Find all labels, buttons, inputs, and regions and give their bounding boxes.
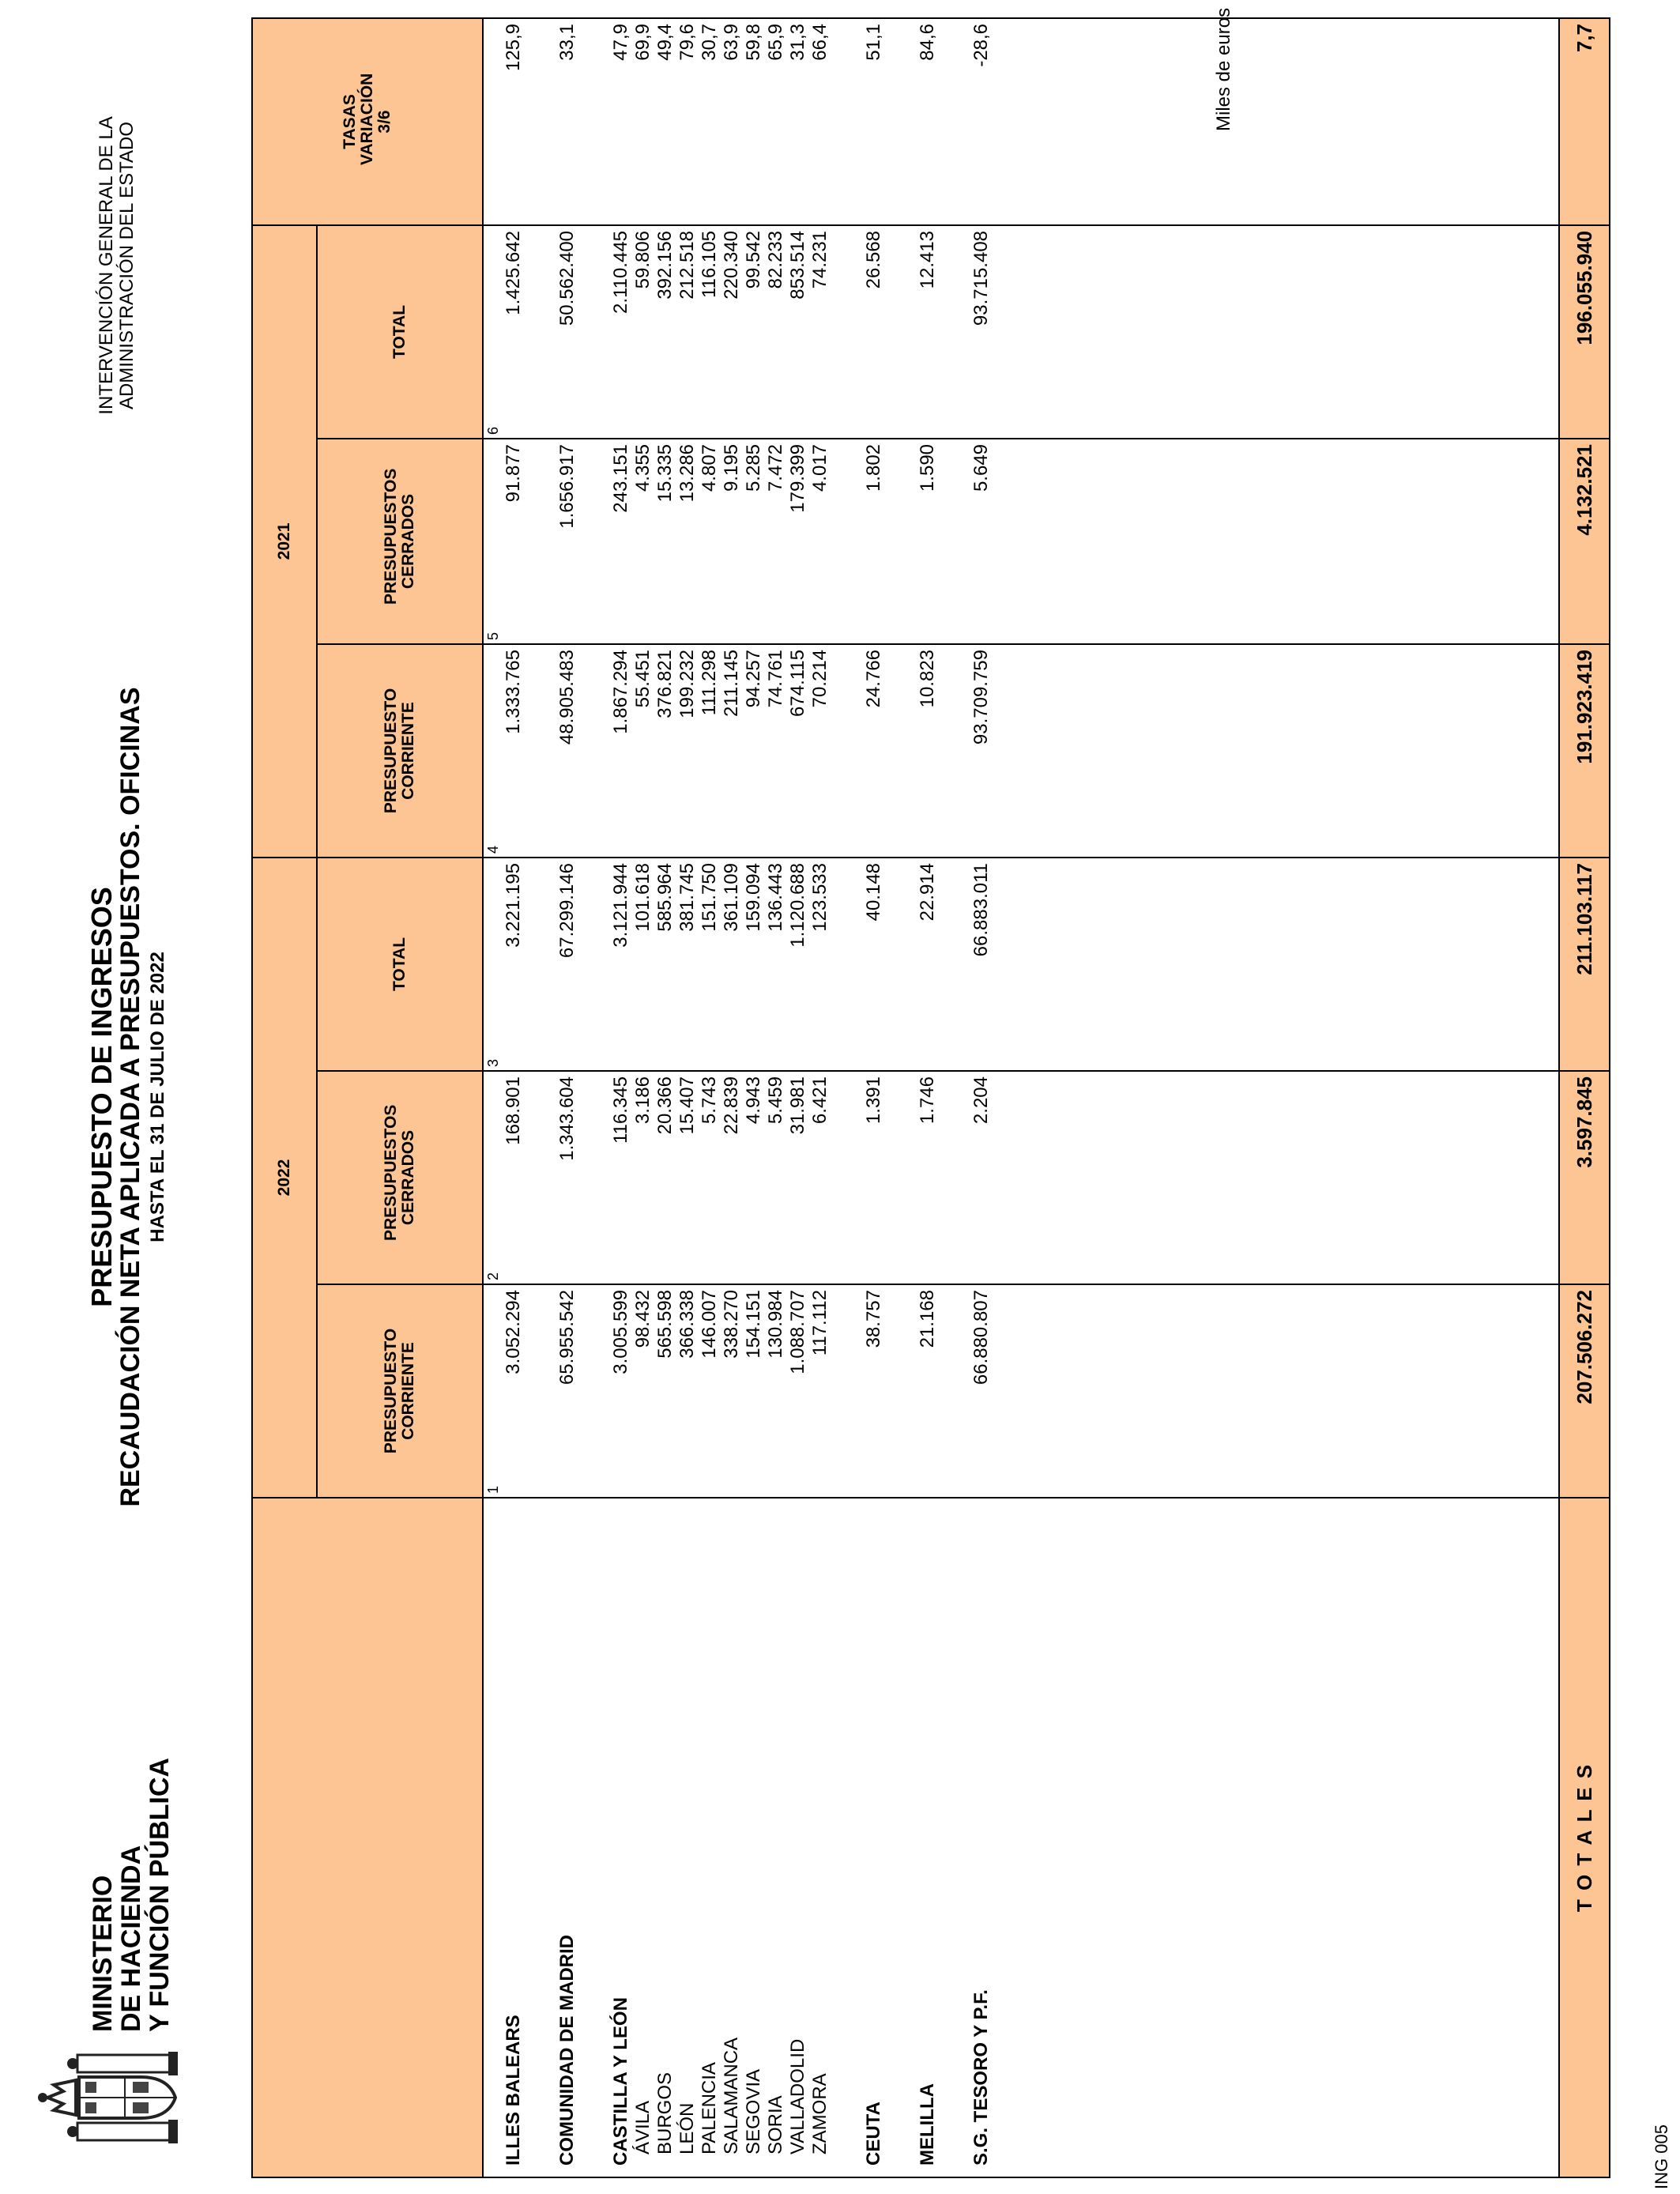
cell-c5-melilla: 1.590: [917, 443, 938, 492]
cell-c6-burgos: 392.156: [654, 230, 676, 300]
totals-c6: 196.055.940: [1559, 225, 1610, 439]
cell-c2-salamanca: 22.839: [721, 1076, 742, 1135]
header-corriente-2022: [317, 1284, 483, 1498]
ministry-line-1: MINISTERIO: [88, 1875, 118, 2032]
units-label: Miles de euros: [1213, 7, 1234, 131]
row-name-segovia: SEGOVIA: [743, 2068, 764, 2154]
cell-c4-s-g-tesoro-y-p-f-: 93.709.759: [970, 649, 992, 745]
cell-c4-ceuta: 24.766: [863, 649, 884, 708]
cell-c7-ceuta: 51,1: [863, 23, 884, 61]
igae-block: [96, 100, 137, 432]
cell-c4--vila: 55.451: [632, 649, 654, 708]
cell-c7-comunidad-de-madrid: 33,1: [556, 23, 578, 61]
totals-c4: 191.923.419: [1559, 644, 1610, 858]
column-number-2: 2: [485, 1272, 501, 1280]
cell-c2--vila: 3.186: [632, 1076, 654, 1125]
cell-c5-salamanca: 9.195: [721, 443, 742, 492]
column-number-5: 5: [485, 631, 501, 640]
cell-c7-salamanca: 63,9: [721, 23, 742, 61]
header-corriente-2021: [317, 644, 483, 858]
col-cerrados-2022: [483, 1071, 1559, 1284]
cell-c3-le-n: 381.745: [676, 862, 698, 932]
cell-c2-soria: 5.459: [765, 1076, 786, 1125]
cell-c7-segovia: 59,8: [743, 23, 764, 61]
cell-c6-salamanca: 220.340: [721, 230, 742, 300]
cell-c2-valladolid: 31.981: [787, 1076, 808, 1135]
cell-c5-castilla-y-le-n: 243.151: [610, 443, 631, 513]
column-number-4: 4: [485, 845, 501, 854]
cell-c3-segovia: 159.094: [743, 862, 764, 932]
cell-c2-ceuta: 1.391: [863, 1076, 884, 1125]
cell-c6-valladolid: 853.514: [787, 230, 808, 300]
column-number-3: 3: [485, 1058, 501, 1067]
cell-c1-s-g-tesoro-y-p-f-: 66.880.807: [970, 1290, 992, 1385]
cell-c6-palencia: 116.105: [699, 230, 720, 298]
cell-c6-comunidad-de-madrid: 50.562.400: [556, 230, 578, 326]
header-total-2022: TOTAL: [317, 858, 483, 1071]
col-name: [483, 1498, 1559, 2177]
cell-c3-castilla-y-le-n: 3.121.944: [610, 862, 631, 948]
cell-c5-illes-balears: 91.877: [503, 443, 524, 503]
column-number-6: 6: [485, 426, 501, 435]
ministry-line-2: DE HACIENDA: [116, 1845, 146, 2032]
cell-c1-illes-balears: 3.052.294: [503, 1290, 524, 1374]
header-tasas: [252, 18, 483, 225]
cell-c6-melilla: 12.413: [917, 230, 938, 289]
header-cerrados-2021-text: PRESUPUESTOS CERRADOS: [382, 468, 417, 605]
cell-c4-palencia: 111.298: [699, 649, 720, 716]
form-code: ING 005: [1652, 2124, 1671, 2189]
cell-c2-le-n: 15.407: [676, 1076, 698, 1135]
header-row-years: [252, 18, 317, 2177]
cell-c1--vila: 98.432: [632, 1290, 654, 1348]
cell-c7-zamora: 66,4: [809, 23, 831, 61]
igae-line-1: INTERVENCIÓN GENERAL DE LA: [96, 116, 117, 415]
cell-c5-le-n: 13.286: [676, 443, 698, 503]
cell-c4-salamanca: 211.145: [721, 649, 742, 717]
cell-c3-comunidad-de-madrid: 67.299.146: [556, 862, 578, 959]
cell-c2-palencia: 5.743: [699, 1076, 720, 1125]
totals-c3: 211.103.117: [1559, 858, 1610, 1071]
cell-c7-castilla-y-le-n: 47,9: [610, 23, 631, 61]
cell-c5-soria: 7.472: [765, 443, 786, 492]
cell-c2-segovia: 4.943: [743, 1076, 764, 1125]
cell-c7-melilla: 84,6: [917, 23, 938, 61]
cell-c5-palencia: 4.807: [699, 443, 720, 492]
cell-c5-ceuta: 1.802: [863, 443, 884, 492]
cell-c3-valladolid: 1.120.688: [787, 862, 808, 948]
cell-c3-zamora: 123.533: [809, 862, 831, 932]
page-title: PRESUPUESTO DE INGRESOS: [85, 887, 118, 1307]
cell-c1-salamanca: 338.270: [721, 1290, 742, 1359]
row-name-burgos: BURGOS: [654, 2071, 676, 2154]
cell-c5--vila: 4.355: [632, 443, 654, 492]
cell-c2-comunidad-de-madrid: 1.343.604: [556, 1076, 578, 1161]
header-tasas-text: TASAS VARIACIÓN 3/6: [341, 73, 394, 165]
header-corriente-2021-text: PRESUPUESTO CORRIENTE: [382, 688, 417, 814]
row-name-castilla-y-le-n: CASTILLA Y LEÓN: [610, 1997, 631, 2166]
header-corriente-2022-text: PRESUPUESTO CORRIENTE: [382, 1328, 417, 1454]
cell-c3--vila: 101.618: [632, 862, 654, 932]
cell-c7-palencia: 30,7: [699, 23, 720, 61]
cell-c7-burgos: 49,4: [654, 23, 676, 61]
page-date: HASTA EL 31 DE JULIO DE 2022: [147, 952, 168, 1242]
row-name-le-n: LEÓN: [676, 2102, 698, 2154]
header-cerrados-2021: [317, 439, 483, 644]
cell-c1-le-n: 366.338: [676, 1290, 698, 1359]
cell-c4-illes-balears: 1.333.765: [503, 649, 524, 734]
cell-c1-melilla: 21.168: [917, 1290, 938, 1348]
cell-c6-soria: 82.233: [765, 230, 786, 289]
cell-c6-ceuta: 26.568: [863, 230, 884, 289]
header-cerrados-2022-text: PRESUPUESTOS CERRADOS: [382, 1104, 417, 1241]
header-year-2022: 2022: [252, 858, 317, 1498]
cell-c4-zamora: 70.214: [809, 649, 831, 708]
cell-c4-castilla-y-le-n: 1.867.294: [610, 649, 631, 734]
cell-c5-zamora: 4.017: [809, 443, 831, 492]
cell-c1-zamora: 117.112: [809, 1290, 831, 1356]
cell-c6--vila: 59.806: [632, 230, 654, 289]
cell-c3-melilla: 22.914: [917, 862, 938, 922]
igae-line-2: ADMINISTRACIÓN DEL ESTADO: [116, 121, 137, 410]
cell-c4-melilla: 10.823: [917, 649, 938, 708]
cell-c3-illes-balears: 3.221.195: [503, 862, 524, 948]
row-name-salamanca: SALAMANCA: [721, 2037, 742, 2154]
row-name-soria: SORIA: [765, 2095, 786, 2154]
row-name-ceuta: CEUTA: [863, 2102, 884, 2166]
cell-c2-melilla: 1.746: [917, 1076, 938, 1125]
totals-c1: 207.506.272: [1559, 1284, 1610, 1498]
cell-c4-segovia: 94.257: [743, 649, 764, 708]
header-total-2021: TOTAL: [317, 225, 483, 439]
row-name-comunidad-de-madrid: COMUNIDAD DE MADRID: [556, 1935, 578, 2166]
cell-c5-segovia: 5.285: [743, 443, 764, 492]
cell-c2-illes-balears: 168.901: [503, 1076, 524, 1145]
cell-c5-valladolid: 179.399: [787, 443, 808, 513]
cell-c4-comunidad-de-madrid: 48.905.483: [556, 649, 578, 745]
page-subtitle: RECAUDACIÓN NETA APLICADA A PRESUPUESTOS. OFICINAS: [115, 687, 145, 1507]
table-body-row: [483, 18, 1559, 2177]
cell-c3-burgos: 585.964: [654, 862, 676, 932]
cell-c6-s-g-tesoro-y-p-f-: 93.715.408: [970, 230, 992, 326]
cell-c6-le-n: 212.518: [676, 230, 698, 300]
header-office: [252, 1498, 483, 2177]
cell-c7-le-n: 79,6: [676, 23, 698, 61]
totals-c5: 4.132.521: [1559, 439, 1610, 644]
totals-row: [1559, 18, 1610, 2177]
header-cerrados-2022: [317, 1071, 483, 1284]
cell-c1-palencia: 146.007: [699, 1290, 720, 1359]
cell-c2-s-g-tesoro-y-p-f-: 2.204: [970, 1076, 992, 1125]
row-name-melilla: MELILLA: [917, 2083, 938, 2166]
ministry-line-3: Y FUNCIÓN PÚBLICA: [145, 1758, 175, 2032]
cell-c7-valladolid: 31,3: [787, 23, 808, 61]
cell-c6-zamora: 74.231: [809, 230, 831, 289]
cell-c4-soria: 74.761: [765, 649, 786, 708]
cell-c6-illes-balears: 1.425.642: [503, 230, 524, 315]
revenue-table: [251, 17, 1610, 2178]
col-corriente-2021: [483, 644, 1559, 858]
cell-c4-le-n: 199.232: [676, 649, 698, 718]
totals-label: T O T A L E S: [1559, 1498, 1610, 2177]
cell-c5-s-g-tesoro-y-p-f-: 5.649: [970, 443, 992, 492]
cell-c5-comunidad-de-madrid: 1.656.917: [556, 443, 578, 529]
cell-c2-zamora: 6.421: [809, 1076, 831, 1125]
col-total-2022: [483, 858, 1559, 1071]
cell-c3-salamanca: 361.109: [721, 862, 742, 932]
cell-c7-s-g-tesoro-y-p-f-: -28,6: [970, 23, 992, 67]
cell-c1-burgos: 565.598: [654, 1290, 676, 1359]
totals-c7: 7,7: [1559, 18, 1610, 225]
cell-c5-burgos: 15.335: [654, 443, 676, 503]
cell-c1-soria: 130.984: [765, 1290, 786, 1359]
cell-c4-valladolid: 674.115: [787, 649, 808, 717]
cell-c2-castilla-y-le-n: 116.345: [610, 1076, 631, 1144]
cell-c6-segovia: 99.542: [743, 230, 764, 289]
col-cerrados-2021: [483, 439, 1559, 644]
col-tasas: [483, 18, 1559, 225]
cell-c6-castilla-y-le-n: 2.110.445: [610, 230, 631, 314]
cell-c1-segovia: 154.151: [743, 1290, 764, 1359]
cell-c3-s-g-tesoro-y-p-f-: 66.883.011: [970, 862, 992, 957]
totals-c2: 3.597.845: [1559, 1071, 1610, 1284]
cell-c1-ceuta: 38.757: [863, 1290, 884, 1348]
row-name-valladolid: VALLADOLID: [787, 2038, 808, 2154]
row-name-palencia: PALENCIA: [699, 2062, 720, 2154]
cell-c7-illes-balears: 125,9: [503, 23, 524, 72]
cell-c1-valladolid: 1.088.707: [787, 1290, 808, 1374]
row-name-s-g-tesoro-y-p-f-: S.G. TESORO Y P.F.: [970, 1989, 992, 2166]
header-year-2021: 2021: [252, 225, 317, 858]
cell-c7--vila: 69,9: [632, 23, 654, 61]
col-corriente-2022: [483, 1284, 1559, 1498]
cell-c4-burgos: 376.821: [654, 649, 676, 718]
cell-c2-burgos: 20.366: [654, 1076, 676, 1135]
cell-c3-soria: 136.443: [765, 862, 786, 932]
col-total-2021: [483, 225, 1559, 439]
cell-c7-soria: 65,9: [765, 23, 786, 61]
row-name-illes-balears: ILLES BALEARS: [503, 2015, 524, 2166]
row-name--vila: ÁVILA: [632, 2100, 654, 2154]
cell-c3-palencia: 151.750: [699, 862, 720, 932]
row-name-zamora: ZAMORA: [809, 2073, 831, 2154]
cell-c1-castilla-y-le-n: 3.005.599: [610, 1290, 631, 1374]
cell-c3-ceuta: 40.148: [863, 862, 884, 922]
cell-c1-comunidad-de-madrid: 65.955.542: [556, 1290, 578, 1385]
column-number-1: 1: [485, 1485, 501, 1494]
